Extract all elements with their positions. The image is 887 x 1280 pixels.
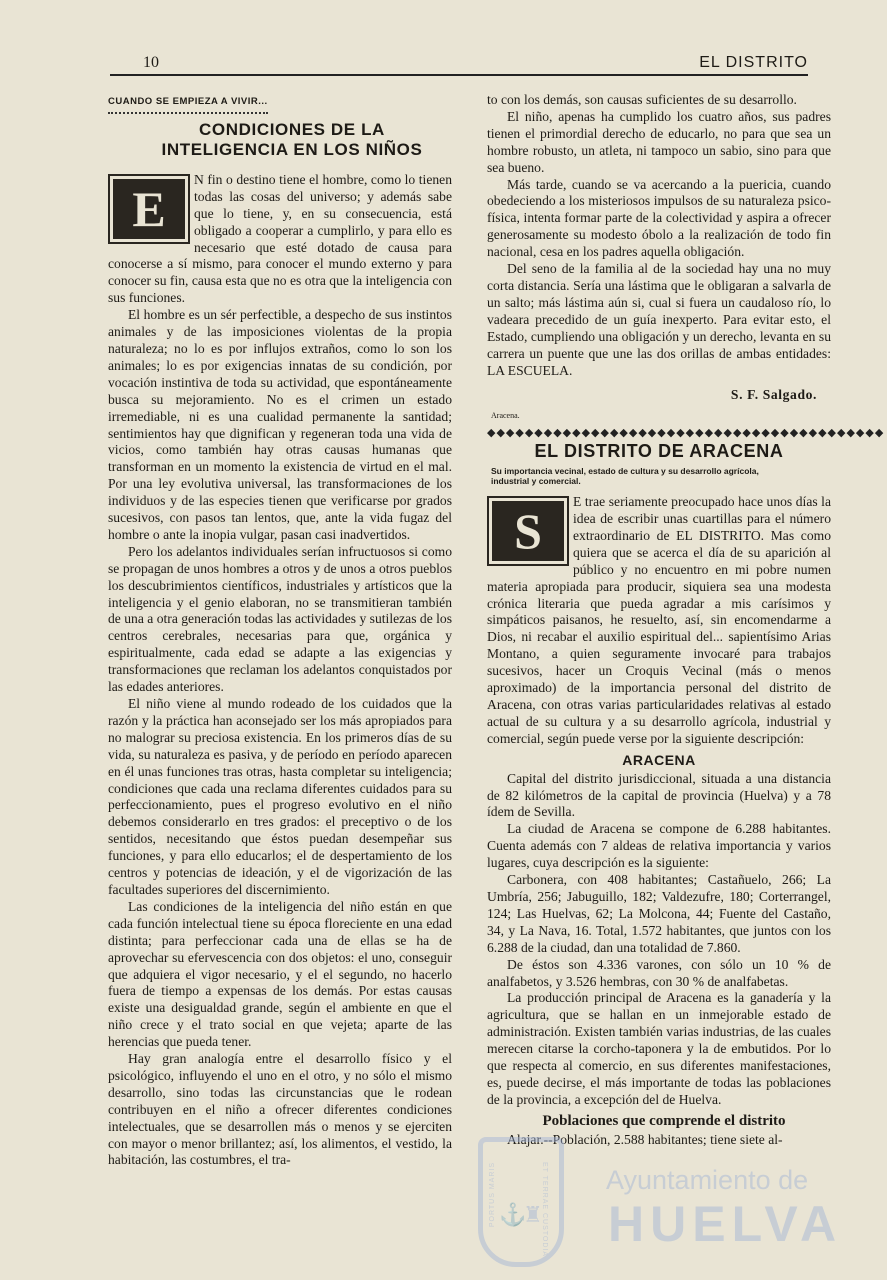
article-title: CONDICIONES DE LA INTELIGENCIA EN LOS NIÑOS [161, 119, 423, 159]
watermark-line2: HUELVA [608, 1196, 843, 1252]
shield-motto-right: ET TERRAE CUSTODIA [541, 1162, 548, 1258]
right-column [487, 92, 885, 1149]
paragraph: La ciudad de Aracena se compone de 6.288 habitantes. Cuenta además con 7 aldeas de relativa importancia y varios lugares, cuya descripción es la siguiente: [487, 821, 831, 871]
dropcap-s: S [487, 496, 569, 566]
article-subtitle: Su importancia vecinal, estado de cultura y su desarrollo agrícola, industrial y comercial. [491, 466, 759, 487]
section-heading: ARACENA [622, 751, 696, 768]
paragraph: N fin o destino tiene el hombre, como lo tienen todas las cosas del universo; y además sabe que lo tiene, y, en su consecuencia, está obligado a cooperar a cumplirlo, y para ello es necesario que esté dotado de causa para conocerse a sí mismo, para conocer el mundo externo y para conocer su fin, causa esta que no es otra que la inteligencia con sus funciones. [108, 171, 452, 306]
anchor-icon: ⚓ [499, 1202, 527, 1227]
paragraph: Carbonera, con 408 habitantes; Castañuelo, 266; La Umbría, 256; Jabuguillo, 182; Valdezufre, 180; Corterrangel, 124; Las Huelvas, 62; La Molcona, 44; Fuente del Castaño, 34, y La Nava, 16. Total, 1.572 habitantes, que juntos con los 6.288 de la ciudad, dan una totalidad de 7.860. [487, 872, 831, 955]
shield-icon [478, 1137, 564, 1267]
paragraph: Del seno de la familia al de la sociedad hay una no muy corta distancia. Sería una lástima que le obligaran a salvarla de un salto; más lástima aún si, cual si fuera un caudaloso río, lo vadeara precedido de un guía inexperto. Para evitar esto, el Estado, cumpliendo una obligación y un derecho, levanta en su carrera un puente que une las dos orillas de ambas entidades: LA ESCUELA. [487, 261, 831, 378]
archive-watermark [478, 1125, 843, 1275]
paragraph: De éstos son 4.336 varones, con sólo un 10 % de analfabetos, y 3.526 hembras, con 30 % de analfabetas. [487, 956, 831, 989]
tower-icon: ♜ [523, 1202, 543, 1227]
dateline-place: Aracena. [491, 411, 520, 421]
page-number: 10 [143, 54, 159, 71]
paragraph: Capital del distrito jurisdiccional, situada a una distancia de 82 kilómetros de la capital de provincia (Huelva) y a 78 ídem de Sevilla. [487, 770, 831, 820]
paragraph: El niño, apenas ha cumplido los cuatro años, sus padres tienen el primordial derecho de educarlo, no para que sea un hombre robusto, un atleta, ni tampoco un sabio, sino para que sea bueno. [487, 108, 831, 175]
dropcap-e: E [108, 174, 190, 244]
paragraph: Pero los adelantos individuales serían infructuosos si como se propagan de unos hombres a otros y de unos a otros pueblos los descubrimientos científicos, industriales y artísticos que la inteligencia y el genio elaboran, no se transmitieran también de una a otra generación todas las actividades y sutilezas de los centros cerebrales, necesarias para que, orgánica y espiritualmente, cada edad se adapte a las exigencias y transformaciones que reclaman los adelantos conquistados por las edades anteriores. [108, 543, 452, 695]
article-title: EL DISTRITO DE ARACENA [534, 441, 784, 462]
paragraph: La producción principal de Aracena es la ganadería y la agricultura, que se hallan en un inmejorable estado de administración. Existen también varias industrias, de las cuales merecen citarse la corcho-taponera y la de embutidos. Por lo que respecta al comercio, en sus diferentes manifestaciones, es, puede decirse, el más importante de todas las poblaciones de la provincia, a excepción del de Huelva. [487, 990, 831, 1107]
paragraph: El hombre es un sér perfectible, a despecho de sus instintos animales y de las imposiciones violentas de la propia naturaleza; no lo es por influjos extraños, como lo son los animales; lo es por exigencias innatas de su condición, por vocación instintiva de toda su actividad, que espontáneamente busca su mejoramiento. No es el crimen un estado irremediable, ni es una cualidad permanente la santidad; sentimientos hay que dignifican y regeneran toda una vida de vicios, como también hay otras causas humanas que transforman en un momento la existencia de virtud en el mal. Por una ley evolutiva universal, las transformaciones de los individuos y de las especies tienen que verificarse por grados sucesivos, con pasos tan lentos, que, ante la vida fugaz del hombre o ante la inopia vulgar, pasan casi inadvertidos. [108, 307, 452, 542]
paragraph: E trae seriamente preocupado hace unos días la idea de escribir unas cuartillas para el número extraordinario de EL DISTRITO. Mas como quiera que se acerca el día de su aparición al público y no encuentro en mi pobre numen materia apropiada para producir, siquiera sea una modesta crónica literaria que pueda agradar a mis carísimos y simpáticos paisanos, he resuelto, así, sin encomendarme a Dios, ni recabar el auxilio espiritual del... sapientísimo Arias Montano, a quien seguramente invocaré para trabajos sucesivos, hacer un Croquis Vecinal (más o menos aproximado) de la importancia personal del distrito de Aracena, con otras varias particularidades relativas al estado actual de su cultura y a su desarrollo agrícola, industrial y comercial, según puede verse por la siguiente descripción: [487, 494, 831, 746]
ornamental-divider: ◆◆◆◆◆◆◆◆◆◆◆◆◆◆◆◆◆◆◆◆◆◆◆◆◆◆◆◆◆◆◆◆◆◆◆◆◆◆◆◆◆◆ [487, 427, 885, 440]
paragraph: to con los demás, son causas suficientes de su desarrollo. [487, 92, 797, 107]
paragraph: Más tarde, cuando se va acercando a la puericia, cuando obedeciendo a los misteriosos impulsos de su naturaleza psico-física, intenta formar parte de la colectividad y aspira a ofrecer generosamente su modesto óbolo a la realización de todo fin nacional, cesa en los padres aquella obligación. [487, 176, 831, 260]
paragraph: Alajar.--Población, 2.588 habitantes; tiene siete al- [507, 1131, 783, 1147]
subheading: Poblaciones que comprende el distrito [542, 1112, 786, 1129]
page-header [110, 52, 808, 76]
left-column [108, 92, 452, 1169]
watermark-line1: Ayuntamiento de [606, 1165, 809, 1195]
author-signature: S. F. Salgado. [730, 387, 817, 403]
paragraph: Hay gran analogía entre el desarrollo físico y el psicológico, influyendo el uno en el otro, y no sólo el mismo desarrollo, sino todas las circunstancias que le rodean contribuyen en el niño a ofrecer diferentes condiciones intelectuales, que se desarrollen más o menos y se ejerciten con mayor o menor brillantez; así, los alimentos, el vestido, la habitación, las costumbres, el tra- [108, 1051, 452, 1168]
shield-motto-left: PORTUS MARIS [489, 1162, 496, 1228]
paragraph: El niño viene al mundo rodeado de los cuidados que la razón y la práctica han aconsejado ser los más apropiados para no malograr su preciosa existencia. En los primeros días de su vida, su naturaleza es pasiva, y de período en período aparecen en él unas funciones tras otras, hasta completar su inteligencia; condiciones que cada una reclama diferentes cuidados para su perfeccionamiento, pues el progreso evolutivo en el niño debemos considerarlo en tres grados: el preceptivo o de los sentidos, necesitando que éstos puedan desempeñar sus funciones, y para ello educarlos; el de despertamiento de los centros y potencias de ideación, y el de vigorización de las facultades superiores del discernimiento. [108, 696, 452, 897]
article-kicker: CUANDO SE EMPIEZA A VIVIR... [108, 94, 268, 114]
publication-title: EL DISTRITO [699, 54, 808, 71]
paragraph: Las condiciones de la inteligencia del niño están en que cada función intelectual tiene su época floreciente en una edad distinta; para perfeccionar cada una de ellas se ha de aprovechar su efervescencia con dos objetos: el uno, conseguir que adquiera el vigor necesario, y el el segundo, no hacerlo fuera de tiempo a expensas de los demás. Por estas causas existe una desigualdad grande, según el ambiente en que el niño crece y el trato social en que vejeta; aparte de las herencias que pueda tener. [108, 898, 452, 1050]
